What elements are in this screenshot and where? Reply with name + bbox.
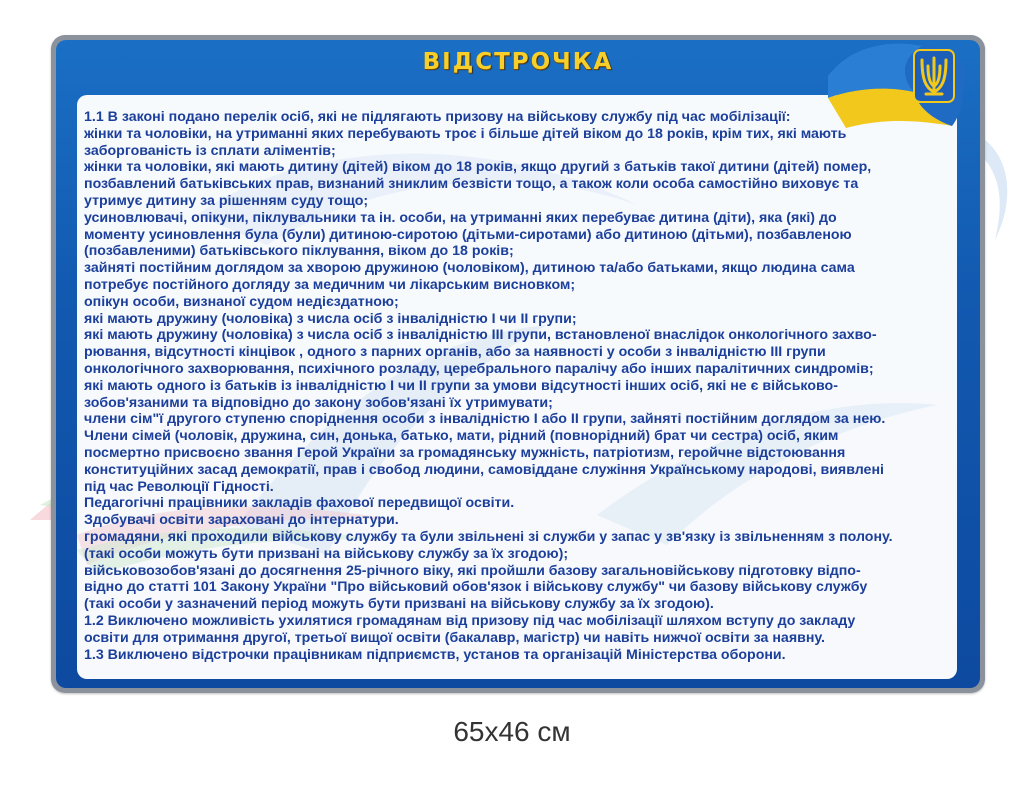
text-line: онкологічного захворювання, психічного розладу, церебрального паралічу або інших паралітичних синдромів; — [84, 360, 874, 377]
text-line: усиновлювачі, опікуни, піклувальники та ін. особи, на утриманні яких перебуває дитина (діти), яка (які) до — [84, 209, 837, 226]
text-line: 1.2 Виключено можливість ухилятися громадянам від призову під час мобілізації шляхом вступу до закладу — [84, 612, 856, 629]
text-line: зобов'язаними та відповідно до закону зобов'язані їх утримувати; — [84, 394, 553, 411]
board-size-label: 65х46 см — [453, 716, 571, 747]
text-panel — [77, 95, 957, 679]
text-line: моменту усиновлення була (були) дитиною-сиротою (дітьми-сиротами) або дитиною (дітьми), позбавленою — [84, 226, 852, 243]
text-line: які мають одного із батьків із інвалідністю І чи ІІ групи за умови відсутності інших осіб, які не є військово- — [84, 377, 838, 394]
text-line: відно до статті 101 Закону України "Про військовий обов'язок і військову службу" чи базову військову службу — [84, 579, 868, 596]
text-line: утримує дитину за рішенням суду тощо; — [84, 192, 369, 209]
text-line: опікун особи, визнаної судом недієздатною; — [84, 293, 399, 310]
text-line: посмертно присвоєно звання Герой України за громадянську мужність, патріотизм, геройчне відстоювання — [84, 444, 846, 461]
board-title: ВІДСТРОЧКА — [422, 49, 614, 75]
text-line: під час Революції Гідності. — [84, 478, 274, 495]
text-line: які мають дружину (чоловіка) з числа осіб з інвалідністю ІІІ групи, встановленої внаслідок онкологічного захво- — [84, 327, 877, 344]
text-line: 1.1 В законі подано перелік осіб, які не підлягають призову на військову службу під час мобілізації: — [84, 109, 791, 125]
text-line: освіти для отримання другої, третьої вищої освіти (бакалавр, магістр) чи навіть нижчої освіти за наявну. — [84, 629, 825, 646]
text-line: члени сім"ї другого ступеню споріднення особи з інвалідністю І або ІІ групи, зайняті постійним доглядом за нею. — [84, 411, 886, 428]
law-text-body — [84, 109, 950, 663]
text-line: зайняті постійним доглядом за хворою дружиною (чоловіком), дитиною та/або батьками, якщо людина сама — [84, 260, 855, 277]
text-line: військовозобов'язані до досягнення 25-річного віку, які пройшли базову загальновійськову підготовку відпо- — [84, 562, 861, 579]
text-line: Педагогічні працівники закладів фахової передвищої освіти. — [84, 495, 515, 512]
text-line: (такі особи у зазначений період можуть бути призвані на військову службу за їх згодою). — [84, 596, 714, 613]
text-line: заборгованість із сплати аліментів; — [84, 142, 336, 159]
text-line: які мають дружину (чоловіка) з числа осіб з інвалідністю І чи ІІ групи; — [84, 310, 577, 327]
ukraine-flag-emblem — [822, 36, 972, 148]
text-line: 1.3 Виключено відстрочки працівникам підприємств, установ та організацій Міністерства оборони. — [84, 646, 786, 663]
text-line: конституційних засад демократії, прав і свобод людини, самовіддане служіння Українському народові, виявлені — [84, 461, 884, 478]
text-line: рювання, відсутності кінцівок , одного з парних органів, або за наявності у особи з інвалідністю ІІІ групи — [84, 344, 826, 361]
text-line: Здобувачі освіти зараховані до інтернатури. — [84, 512, 399, 529]
text-line: (такі особи можуть бути призвані на військову службу за їх згодою); — [84, 545, 569, 562]
text-line: (позбавленими) батьківського піклування, віком до 18 років; — [84, 243, 514, 260]
text-line: Члени сімей (чоловік, дружина, син, донька, батько, мати, рідний (повнорідний) брат чи сестра) осіб, яким — [84, 428, 839, 445]
text-line: жінки та чоловіки, на утриманні яких перебувають троє і більше дітей віком до 18 років, крім тих, які мають — [84, 125, 847, 142]
text-line: позбавлений батьківських прав, визнаний зниклим безвісти тощо, а також коли особа самостійно виховує та — [84, 176, 859, 193]
text-line: громадяни, які проходили військову службу та були звільнені зі служби у запас у зв'язку із звільненням з полону. — [84, 528, 893, 545]
text-line: жінки та чоловіки, які мають дитину (дітей) віком до 18 років, якщо другий з батьків такої дитини (дітей) помер, — [84, 159, 872, 176]
text-line: потребує постійного догляду за медичним чи лікарським висновком; — [84, 276, 576, 293]
